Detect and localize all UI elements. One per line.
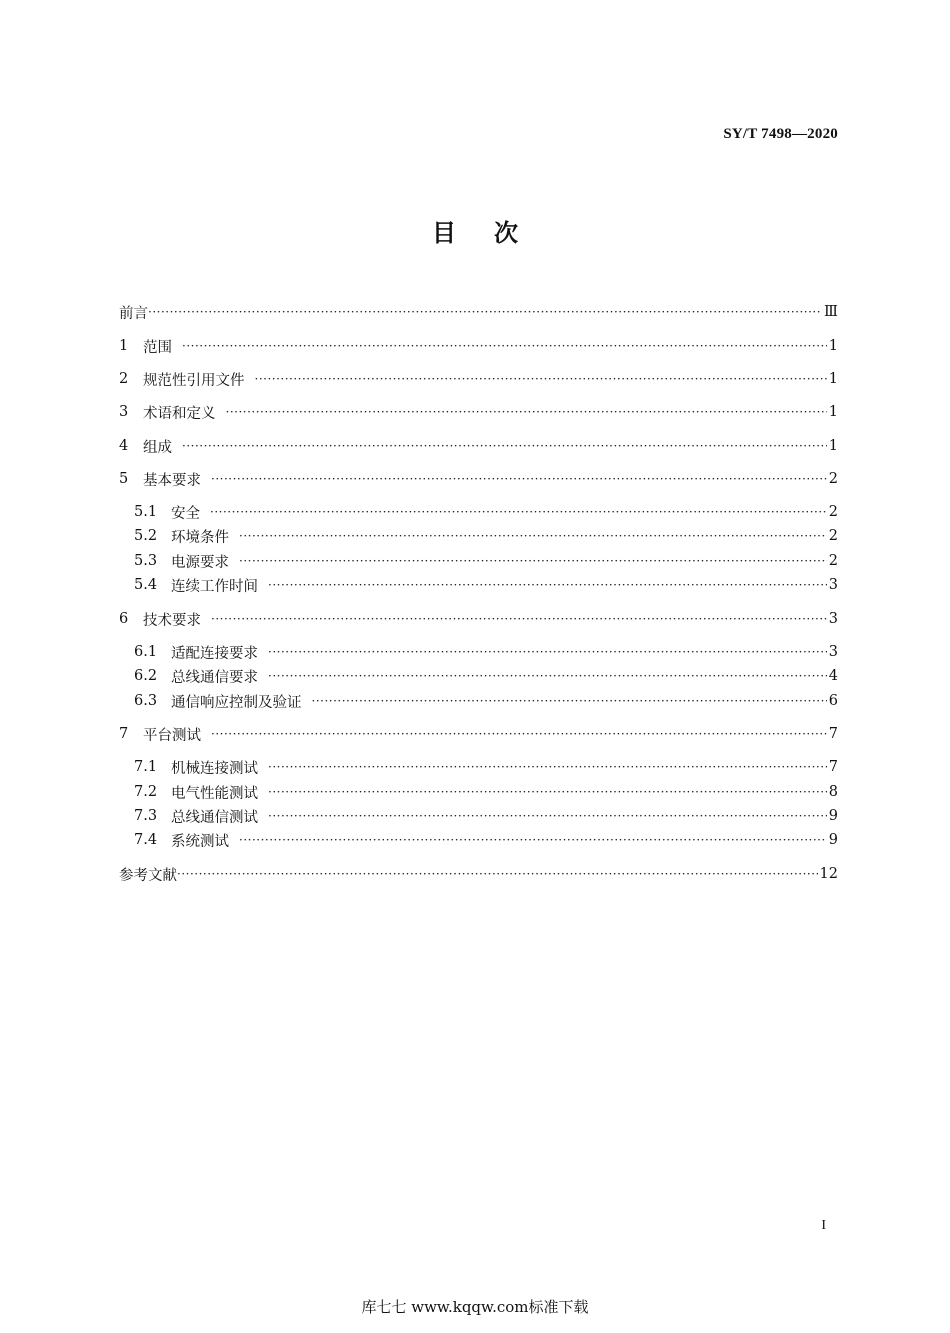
toc-page: 1 xyxy=(828,404,838,420)
toc-number: 2 xyxy=(119,371,129,387)
toc-label: 适配连接要求 xyxy=(171,645,258,662)
dot-leader xyxy=(239,549,827,573)
toc-label: 机械连接测试 xyxy=(171,760,258,777)
dot-leader xyxy=(268,640,827,664)
toc-entry-foreword[interactable] xyxy=(119,300,838,324)
toc-entry-7-4[interactable] xyxy=(134,828,838,852)
dot-leader xyxy=(182,434,827,458)
toc-number: 5.2 xyxy=(134,528,158,544)
toc-label: 术语和定义 xyxy=(143,405,216,422)
toc-label: 组成 xyxy=(143,439,172,456)
dot-leader xyxy=(211,607,827,631)
toc-page: 2 xyxy=(828,528,838,544)
toc-number: 5.4 xyxy=(134,577,158,593)
toc-label: 系统测试 xyxy=(171,833,229,850)
toc-label: 前言 xyxy=(119,305,148,322)
dot-leader xyxy=(239,524,827,548)
toc-label: 总线通信测试 xyxy=(171,809,258,826)
toc-page: 7 xyxy=(828,759,838,775)
standard-code: SY/T 7498—2020 xyxy=(723,126,838,142)
toc-entry-7-1[interactable] xyxy=(134,755,838,779)
dot-leader xyxy=(268,664,827,688)
dot-leader xyxy=(312,689,827,713)
dot-leader xyxy=(268,780,827,804)
toc-page: 9 xyxy=(828,808,838,824)
dot-leader xyxy=(177,862,818,886)
toc-entry-5-1[interactable] xyxy=(134,500,838,524)
toc-entry-2[interactable] xyxy=(119,367,838,391)
toc-page: 2 xyxy=(828,553,838,569)
toc-label: 参考文献 xyxy=(119,867,177,884)
dot-leader xyxy=(211,467,827,491)
toc-number: 5 xyxy=(119,471,129,487)
toc-number: 3 xyxy=(119,404,129,420)
toc-entry-7-2[interactable] xyxy=(134,780,838,804)
toc-page: 1 xyxy=(828,371,838,387)
footer-watermark: 库七七 www.kqqw.com标准下载 xyxy=(361,1298,589,1316)
dot-leader xyxy=(148,300,822,324)
toc-label: 通信响应控制及验证 xyxy=(171,694,302,711)
toc-label: 总线通信要求 xyxy=(171,669,258,686)
toc-entry-5-2[interactable] xyxy=(134,524,838,548)
toc-page: 1 xyxy=(828,338,838,354)
dot-leader xyxy=(182,334,827,358)
dot-leader xyxy=(255,367,827,391)
toc-number: 6.3 xyxy=(134,693,158,709)
page-number: I xyxy=(821,1218,826,1233)
page-title: 目次 xyxy=(432,219,556,247)
toc-number: 7.4 xyxy=(134,832,158,848)
toc-page: 4 xyxy=(828,668,838,684)
toc-entry-3[interactable] xyxy=(119,400,838,424)
toc-entry-1[interactable] xyxy=(119,334,838,358)
toc-number: 7.1 xyxy=(134,759,158,775)
toc-page: Ⅲ xyxy=(824,304,838,320)
toc-entry-4[interactable] xyxy=(119,434,838,458)
dot-leader xyxy=(268,804,827,828)
toc-label: 平台测试 xyxy=(143,727,201,744)
toc-entry-6-1[interactable] xyxy=(134,640,838,664)
dot-leader xyxy=(210,500,827,524)
dot-leader xyxy=(268,573,827,597)
dot-leader xyxy=(239,828,827,852)
toc-entry-7[interactable] xyxy=(119,722,838,746)
toc-entry-6[interactable] xyxy=(119,607,838,631)
toc-label: 规范性引用文件 xyxy=(143,372,245,389)
toc-label: 电气性能测试 xyxy=(171,785,258,802)
toc-label: 范围 xyxy=(143,339,172,356)
toc-entry-5[interactable] xyxy=(119,467,838,491)
toc-number: 7.3 xyxy=(134,808,158,824)
toc-label: 基本要求 xyxy=(143,472,201,489)
dot-leader xyxy=(268,755,827,779)
dot-leader xyxy=(211,722,827,746)
toc-label: 安全 xyxy=(171,505,200,522)
toc-number: 7.2 xyxy=(134,784,158,800)
toc-label: 技术要求 xyxy=(143,612,201,629)
toc-number: 5.3 xyxy=(134,553,158,569)
toc-label: 电源要求 xyxy=(171,554,229,571)
toc-page: 3 xyxy=(828,577,838,593)
toc-page: 12 xyxy=(819,866,838,882)
toc-number: 7 xyxy=(119,726,129,742)
toc-page: 9 xyxy=(828,832,838,848)
toc-number: 1 xyxy=(119,338,129,354)
toc-page: 3 xyxy=(828,611,838,627)
toc-number: 6.1 xyxy=(134,644,158,660)
toc-page: 6 xyxy=(828,693,838,709)
toc-number: 6.2 xyxy=(134,668,158,684)
toc-page: 2 xyxy=(828,471,838,487)
toc-entry-7-3[interactable] xyxy=(134,804,838,828)
toc-page: 1 xyxy=(828,438,838,454)
dot-leader xyxy=(226,400,827,424)
toc-entry-6-3[interactable] xyxy=(134,689,838,713)
toc-number: 5.1 xyxy=(134,504,158,520)
toc-entry-5-4[interactable] xyxy=(134,573,838,597)
toc-entry-6-2[interactable] xyxy=(134,664,838,688)
toc-label: 连续工作时间 xyxy=(171,578,258,595)
toc-label: 环境条件 xyxy=(171,529,229,546)
toc-page: 7 xyxy=(828,726,838,742)
toc-page: 2 xyxy=(828,504,838,520)
toc-entry-references[interactable] xyxy=(119,862,838,886)
toc-number: 6 xyxy=(119,611,129,627)
toc-page: 8 xyxy=(828,784,838,800)
toc-page: 3 xyxy=(828,644,838,660)
toc-number: 4 xyxy=(119,438,129,454)
toc-entry-5-3[interactable] xyxy=(134,549,838,573)
